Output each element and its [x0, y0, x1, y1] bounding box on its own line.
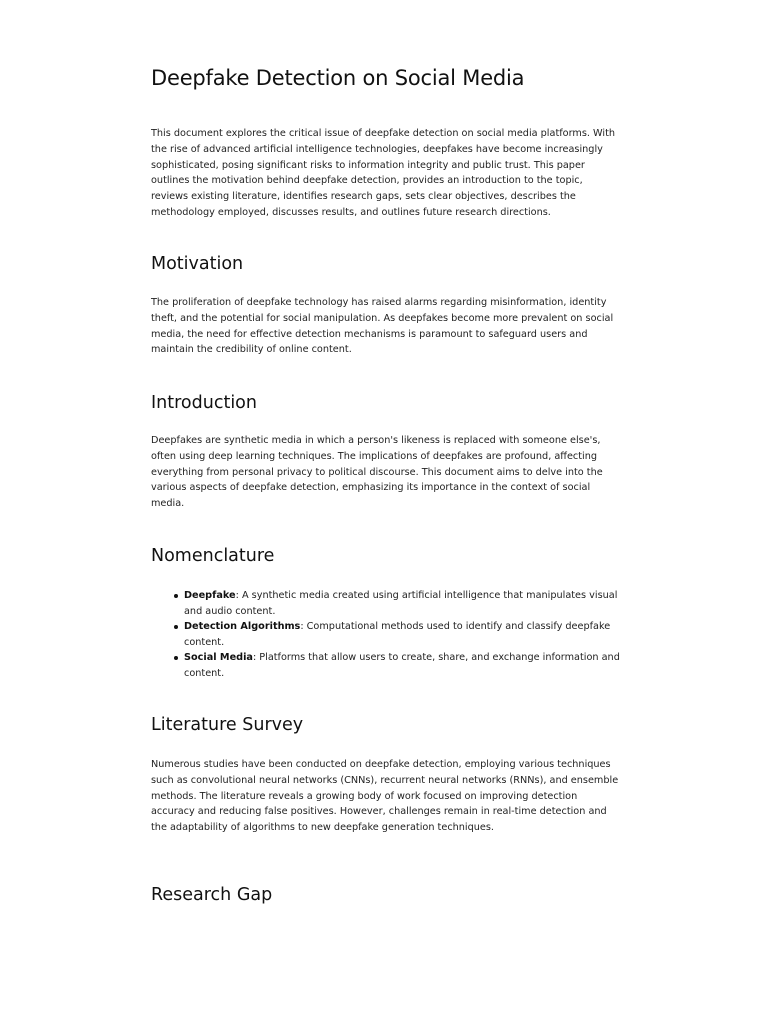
motivation-heading: Motivation: [151, 254, 244, 274]
research-gap-heading: Research Gap: [151, 885, 273, 905]
nomenclature-heading: Nomenclature: [151, 546, 275, 566]
nomenclature-definition: : Platforms that allow users to create, share, and exchange information and content.: [184, 652, 620, 679]
list-item: [184, 650, 620, 681]
nomenclature-term: Social Media: [184, 652, 253, 663]
nomenclature-term: Deepfake: [184, 590, 236, 601]
nomenclature-definition: : A synthetic media created using artificial intelligence that manipulates visual and audio content.: [184, 590, 618, 617]
list-item: [184, 619, 620, 650]
literature-survey-paragraph: Numerous studies have been conducted on deepfake detection, employing various techniques such as convolutional neural networks (CNNs), recurrent neural networks (RNNs), and ensemble methods. The literature reveals a growing body of work focused on improving detection accuracy and reducing false positives. However, challenges remain in real-time detection and the adaptability of algorithms to new deepfake generation techniques.: [151, 759, 619, 834]
nomenclature-term: Detection Algorithms: [184, 621, 301, 632]
document-title: Deepfake Detection on Social Media: [151, 66, 525, 90]
introduction-heading: Introduction: [151, 393, 257, 413]
nomenclature-list: [151, 588, 620, 681]
abstract-paragraph: This document explores the critical issue of deepfake detection on social media platforms. With the rise of advanced artificial intelligence technologies, deepfakes have become increasingly sophisticated, posing significant risks to information integrity and public trust. This paper outlines the motivation behind deepfake detection, provides an introduction to the topic, reviews existing literature, identifies research gaps, sets clear objectives, describes the methodology employed, discusses results, and outlines future research directions.: [151, 128, 616, 218]
motivation-paragraph: The proliferation of deepfake technology has raised alarms regarding misinformation, identity theft, and the potential for social manipulation. As deepfakes become more prevalent on social media, the need for effective detection mechanisms is paramount to safeguard users and maintain the credibility of online content.: [151, 297, 614, 356]
literature-survey-heading: Literature Survey: [151, 715, 304, 735]
list-item: [184, 588, 620, 619]
nomenclature-definition: : Computational methods used to identify and classify deepfake content.: [184, 621, 611, 648]
introduction-paragraph: Deepfakes are synthetic media in which a person's likeness is replaced with someone else's, often using deep learning techniques. The implications of deepfakes are profound, affecting everything from personal privacy to political discourse. This document aims to delve into the various aspects of deepfake detection, emphasizing its importance in the context of social media.: [151, 435, 603, 510]
